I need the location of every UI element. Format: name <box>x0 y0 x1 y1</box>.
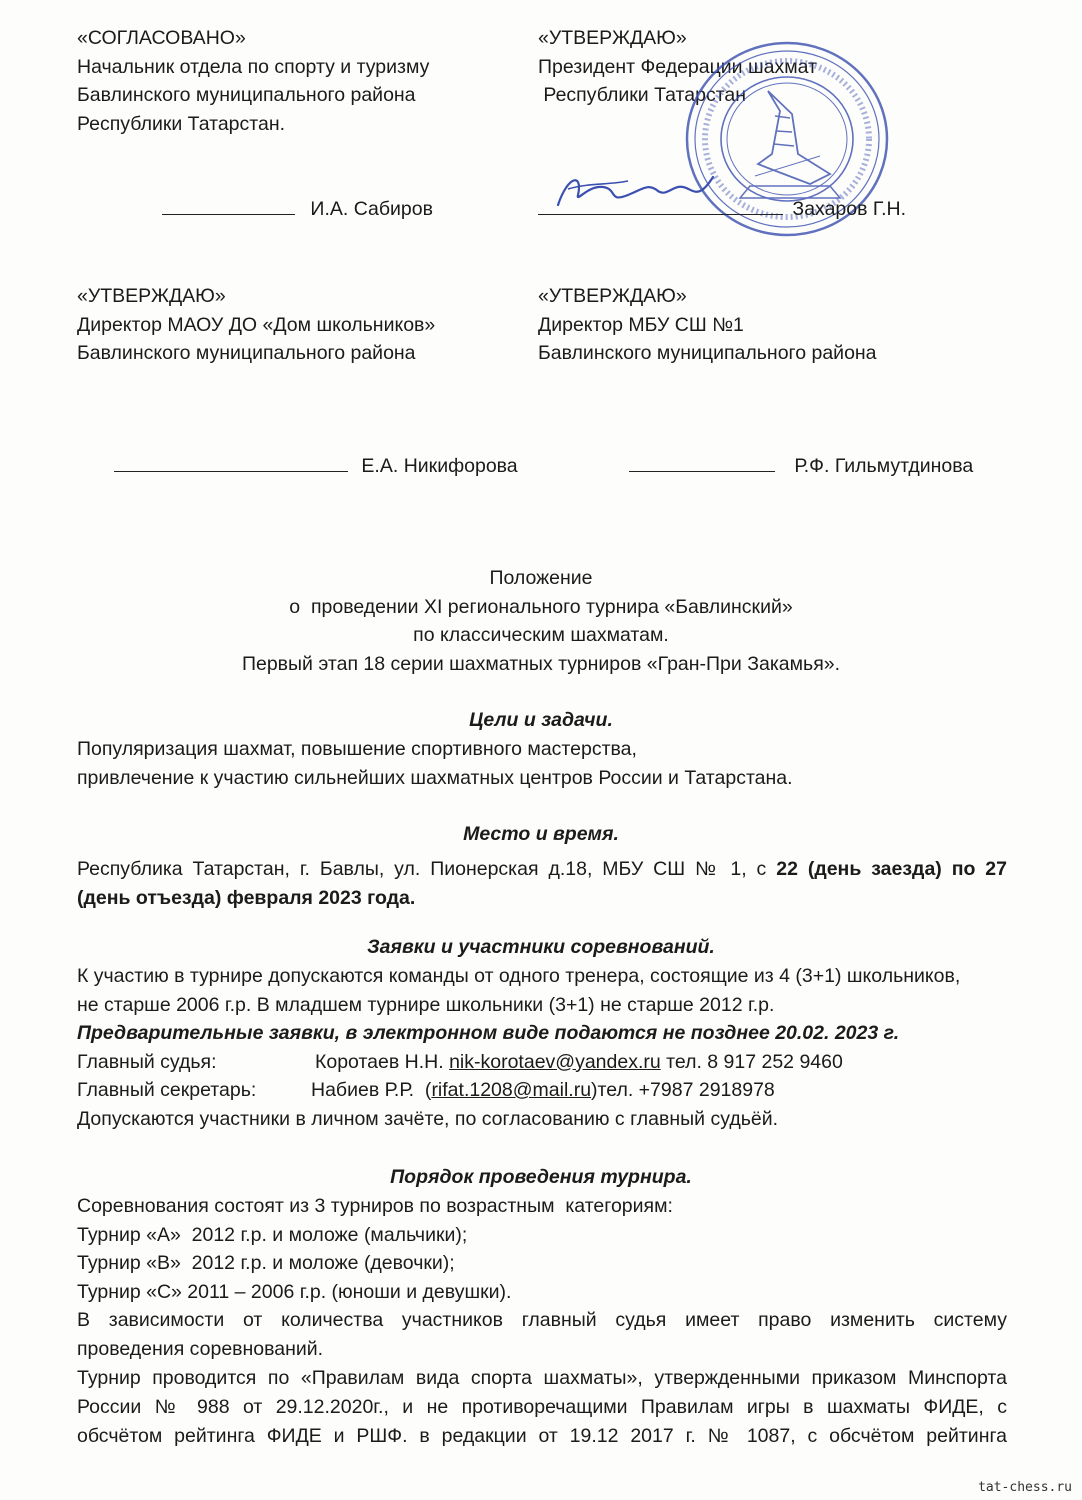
approval-title: «СОГЛАСОВАНО» <box>77 27 246 49</box>
section-procedure-list <box>77 1192 673 1306</box>
approval-agreed-signature <box>162 194 433 224</box>
approval-title: «УТВЕРЖДАЮ» <box>538 27 687 49</box>
approval-director-house-signature <box>114 451 518 481</box>
signature-line <box>114 451 348 472</box>
chief-judge-row <box>77 1048 960 1077</box>
title-line: по классическим шахматам. <box>413 624 669 646</box>
secretary-label: Главный секретарь: <box>77 1079 257 1101</box>
procedure-para2-line3: обсчётом рейтинга ФИДЕ и РШФ. в редакции от 19.12 2017 г. № 1087, с обсчётом рейтинга <box>77 1425 1007 1447</box>
approval-line: Президент Федерации шахмат <box>538 55 817 78</box>
approval-agreed <box>77 24 429 138</box>
website-watermark: tat-chess.ru <box>978 1480 1072 1495</box>
approval-title: «УТВЕРЖДАЮ» <box>538 285 687 307</box>
approval-line: Бавлинского муниципального района <box>538 342 877 364</box>
text-line: К участию в турнире допускаются команды от одного тренера, состоящие из 4 (3+1) школьников, <box>77 965 961 987</box>
approval-line: Начальник отдела по спорту и туризму <box>77 55 430 78</box>
section-heading-place: Место и время. <box>463 823 619 845</box>
approval-president-signature <box>538 194 906 224</box>
secretary-name: Набиев Р.Р. <box>311 1079 415 1101</box>
title-line: Первый этап 18 серии шахматных турниров «Гран-При Закамья». <box>241 652 841 675</box>
procedure-para2-line2: России № 988 от 29.12.2020г., и не противоречащими Правилам игры в шахматы ФИДЕ, с <box>77 1396 1007 1418</box>
text-line: не старше 2006 г.р. В младшем турнире школьники (3+1) не старше 2012 г.р. <box>77 993 775 1016</box>
section-heading-applications: Заявки и участники соревнований. <box>367 936 715 958</box>
title-line: Положение <box>489 567 593 589</box>
text-line: Соревнования состоят из 3 турниров по возрастным категориям: <box>77 1195 673 1217</box>
approval-director-school-signature <box>629 451 973 481</box>
approval-title: «УТВЕРЖДАЮ» <box>77 285 226 307</box>
approval-director-school <box>538 282 877 368</box>
signatory-name: И.А. Сабиров <box>310 198 433 220</box>
approval-line: Бавлинского муниципального района <box>77 342 416 364</box>
signatory-name: Е.А. Никифорова <box>361 455 518 477</box>
place-dates: 22 (день заезда) по 27 <box>776 858 1007 880</box>
section-heading-goals: Цели и задачи. <box>469 709 613 731</box>
title-line: о проведении XI регионального турнира «Бавлинский» <box>289 595 793 618</box>
section-applications-body <box>77 962 960 1133</box>
procedure-para1-line2: проведения соревнований. <box>77 1338 324 1360</box>
document-title <box>0 564 1082 678</box>
section-goals-body <box>77 735 793 792</box>
section-place-line2 <box>77 884 415 913</box>
signatory-name: Захаров Г.Н. <box>792 198 906 220</box>
approval-line: Директор МАОУ ДО «Дом школьников» <box>77 313 436 336</box>
signatory-name: Р.Ф. Гильмутдинова <box>794 455 974 477</box>
section-heading-procedure: Порядок проведения турнира. <box>390 1166 692 1188</box>
approval-line: Республики Татарстан. <box>77 112 286 135</box>
text-line: Популяризация шахмат, повышение спортивного мастерства, <box>77 738 637 760</box>
approval-line: Директор МБУ СШ №1 <box>538 313 744 336</box>
procedure-para1-line1: В зависимости от количества участников главный судья имеет право изменить систему <box>77 1309 1007 1331</box>
signature-line <box>538 194 783 215</box>
secretary-email-link[interactable]: rifat.1208@mail.ru <box>431 1079 592 1101</box>
place-text: Республика Татарстан, г. Бавлы, ул. Пионерская д.18, МБУ СШ № 1, с <box>77 858 777 880</box>
approval-director-house <box>77 282 435 368</box>
text-line: Допускаются участники в личном зачёте, по согласованию с главный судьёй. <box>77 1107 779 1130</box>
preliminary-deadline: Предварительные заявки, в электронном виде подаются не позднее 20.02. 2023 г. <box>77 1022 900 1044</box>
text-line: Турнир «В» 2012 г.р. и моложе (девочки); <box>77 1252 455 1274</box>
secretary-phone: )тел. +7987 2918978 <box>591 1079 775 1101</box>
chief-judge-label: Главный судья: <box>77 1050 217 1073</box>
section-place-line1 <box>77 855 1007 884</box>
text-line: Турнир «А» 2012 г.р. и моложе (мальчики); <box>77 1223 468 1246</box>
approval-line: Бавлинского муниципального района <box>77 84 416 106</box>
place-dates-end: (день отъезда) февраля 2023 года. <box>77 887 416 909</box>
chief-judge-name: Коротаев Н.Н. <box>315 1050 444 1073</box>
chief-judge-phone: тел. 8 917 252 9460 <box>666 1050 843 1073</box>
text-line: привлечение к участию сильнейших шахматных центров России и Татарстана. <box>77 766 793 789</box>
chief-judge-email-link[interactable]: nik-korotaev@yandex.ru <box>449 1050 661 1073</box>
signature-line <box>162 194 295 215</box>
text-line: Турнир «С» 2011 – 2006 г.р. (юноши и девушки). <box>77 1280 512 1303</box>
secretary-row: Главный секретарь: Набиев Р.Р. (rifat.1208@mail.ru)тел. +7987 2918978 <box>77 1076 960 1105</box>
procedure-para2-line1: Турнир проводится по «Правилам вида спорта шахматы», утвержденными приказом Минспорта <box>77 1367 1007 1389</box>
signature-line <box>629 451 775 472</box>
approval-line: Республики Татарстан <box>538 84 747 106</box>
